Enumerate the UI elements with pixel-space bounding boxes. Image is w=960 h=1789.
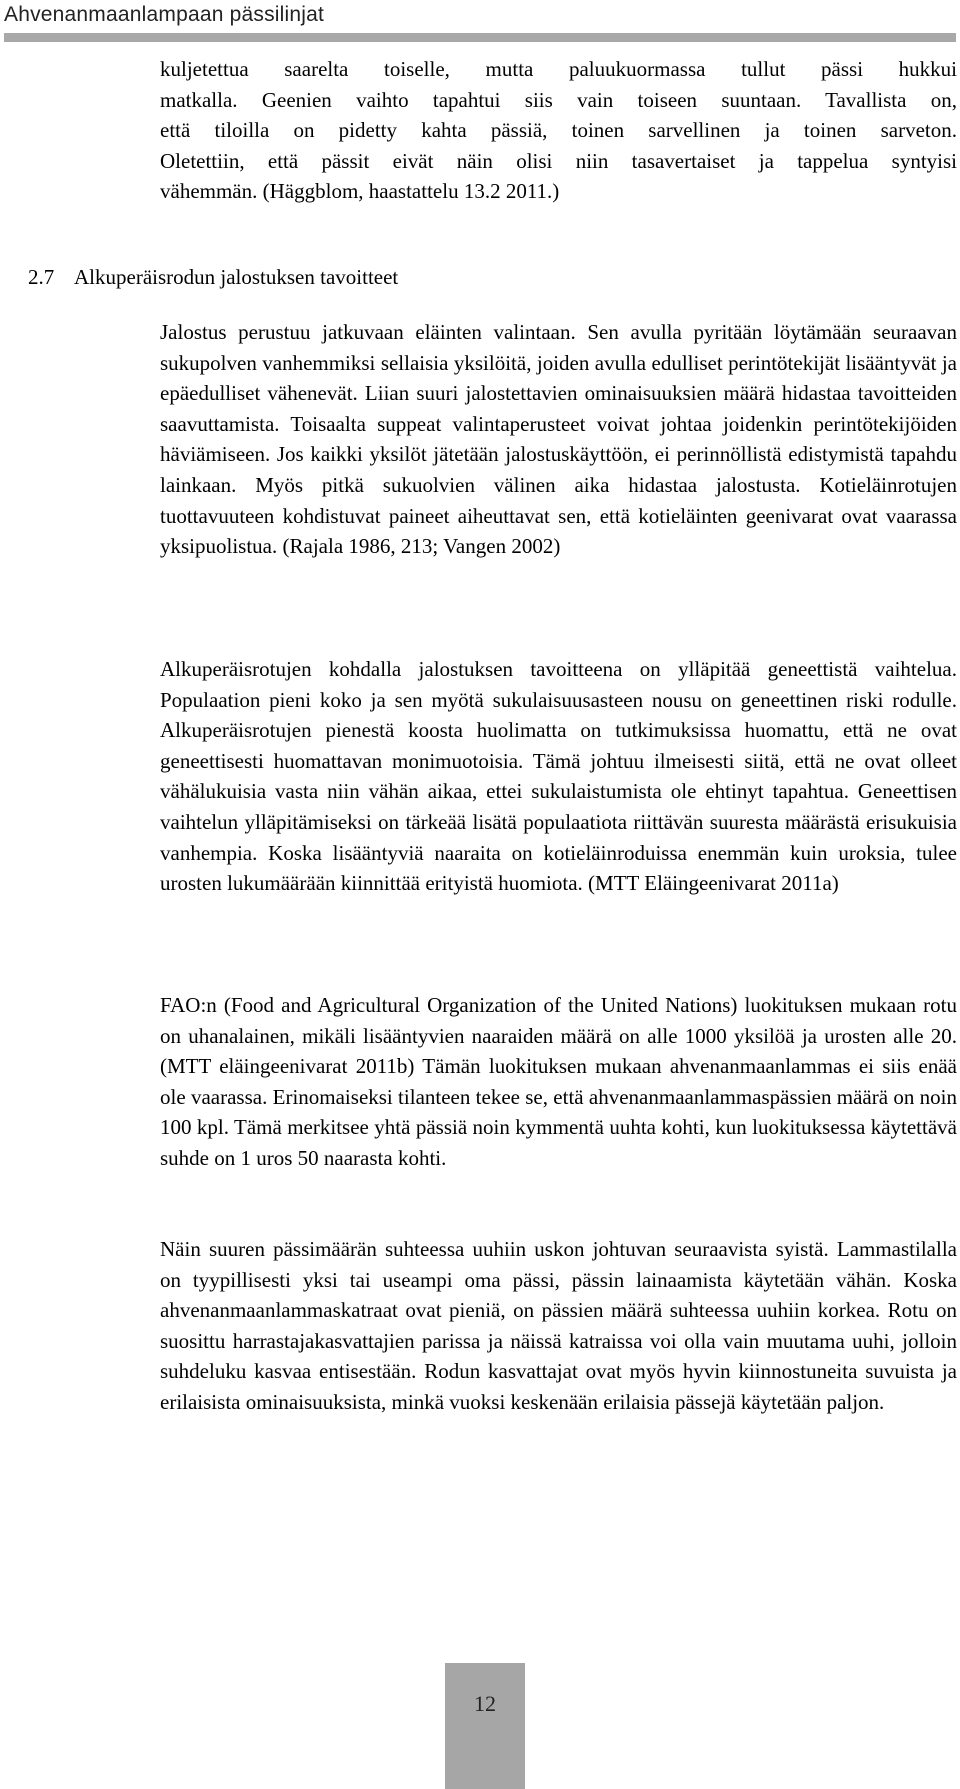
running-header-title: Ahvenanmaanlampaan pässilinjat (4, 3, 325, 26)
quote-line: että tiloilla on pidetty kahta pässiä, toinen sarvellinen ja toinen sarveton. (160, 118, 957, 143)
body-paragraph-2: Alkuperäisrotujen kohdalla jalostuksen tavoitteena on ylläpitää geneettistä vaihtelua. Populaation pieni koko ja sen myötä sukulaisuusasteen nousu on geneettinen riski rodulle. Alkuperäisrotujen pienestä koosta huolimatta on tutkimuksissa huomattu, että ne ovat geneettisesti huomattavan monimuotoisia. Tämä johtuu ilmeisesti siitä, että ne ovat olleet vähälukuisia vasta niin vähän aikaa, ettei sukulaistumista ole ehtinyt tapahtua. Geneettisen vaihtelun ylläpitämiseksi on tärkeää lisätä populaatiota riittävän suuresta määrästä erisukuisia vanhempia. Koska lisääntyviä naaraita on kotieläinroduissa enemmän kuin uroksia, tulee urosten lukumäärään kiinnittää erityistä huomiota. (MTT Eläingeenivarat 2011a) (160, 657, 957, 896)
quote-line: Oletettiin, että pässit eivät näin olisi niin tasavertaiset ja tappelua syntyisi (160, 148, 957, 173)
quote-line: kuljetettua saarelta toiselle, mutta paluukuormassa tullut pässi hukkui (160, 57, 957, 81)
page-number: 12 (474, 1691, 496, 1716)
body-paragraph-1: Jalostus perustuu jatkuvaan eläinten valintaan. Sen avulla pyritään löytämään seuraavan sukupolven vanhemmiksi sellaisia yksilöitä, joiden avulla edulliset perintötekijät lisääntyvät ja epäedulliset vähenevät. Liian suuri jalostettavien ominaisuuksien määrä hidastaa tavoitteiden saavuttamista. Toisaalta suppeat valintaperusteet voivat johtaa joidenkin perintötekijöiden häviämiseen. Jos kaikki yksilöt jätetään jalostuskäyttöön, ei perinnöllistä edistymistä tapahdu lainkaan. Myös pitkä sukuolvien välinen aika hidastaa jalostusta. Kotieläinrotujen tuottavuuteen kohdistuvat paineet aiheuttavat sen, että kotieläinten geenivarat ovat vaarassa yksipuolistua. (Rajala 1986, 213; Vangen 2002) (160, 320, 957, 559)
section-title: Alkuperäisrodun jalostuksen tavoitteet (74, 265, 399, 289)
body-paragraph-3: FAO:n (Food and Agricultural Organization of the United Nations) luokituksen mukaan rotu on uhanalainen, mikäli lisääntyvien naaraiden määrä on alle 1000 yksilöä ja urosten alle 20. (MTT eläingeenivarat 2011b) Tämän luokituksen mukaan ahvenanmaanlammas ei siis enää ole vaarassa. Erinomaiseksi tilanteen tekee se, että ahvenanmaanlammaspässien määrä on noin 100 kpl. Tämä merkitsee yhtä pässiä noin kymmentä uuhta kohti, kun luokituksessa käytettävä suhde on 1 uros 50 naarasta kohti. (160, 993, 957, 1170)
page-header (0, 0, 960, 42)
quote-line: matkalla. Geenien vaihto tapahtui siis vain toiseen suuntaan. Tavallista on, (160, 87, 957, 112)
quote-line: vähemmän. (Häggblom, haastattelu 13.2 2011.) (160, 179, 560, 204)
header-rule (4, 33, 956, 42)
body-paragraph-4: Näin suuren pässimäärän suhteessa uuhiin uskon johtuvan seuraavista syistä. Lammastilalla on tyypillisesti yksi tai useampi oma pässi, pässin lainaamista käytetään vähän. Koska ahvenanmaanlammaskatraat ovat pieniä, on pässien määrä suhteessa uuhiin korkea. Rotu on suosittu harrastajakasvattajien parissa ja näissä katraissa voi olla vain muutama uuhi, jolloin suhdeluku kasvaa entisestään. Rodun kasvattajat ovat myös hyvin kiinnostuneita suvuista ja erilaisista ominaisuuksista, minkä vuoksi keskenään erilaisia pässejä käytetään paljon. (160, 1237, 957, 1414)
page-number-box (445, 1663, 525, 1789)
section-number: 2.7 (28, 265, 55, 289)
section-heading (28, 262, 398, 292)
continued-quote-paragraph (160, 54, 957, 207)
